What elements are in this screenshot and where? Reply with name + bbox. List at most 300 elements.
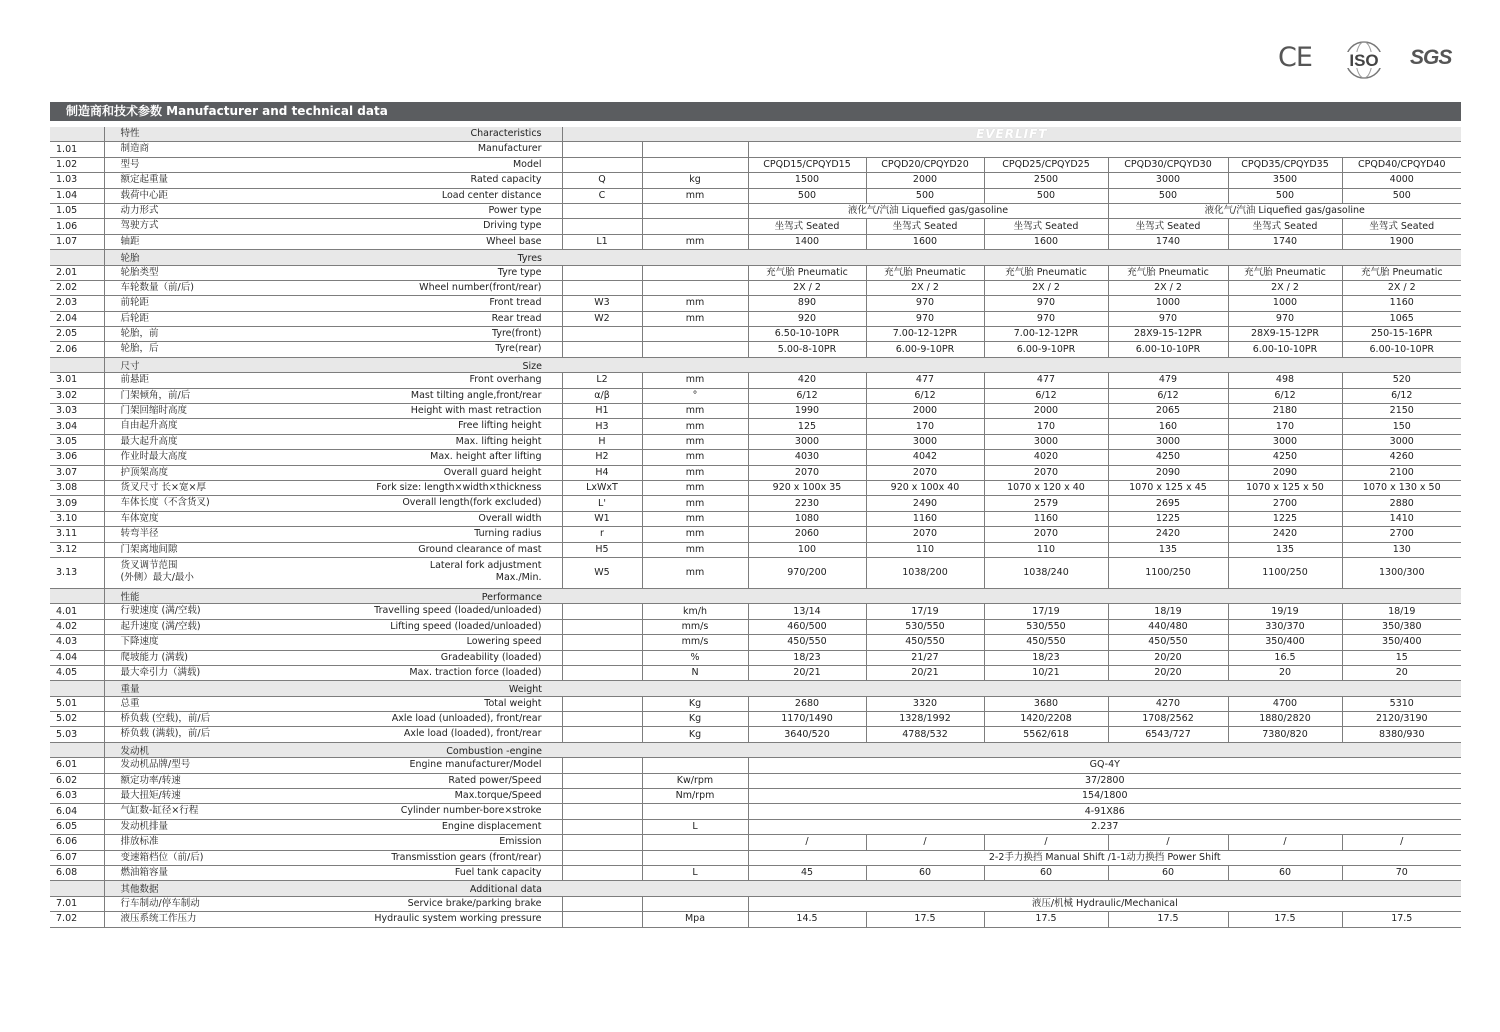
section-row [50,127,1461,142]
row-number [50,742,104,757]
table-row [50,804,1461,819]
row-name-cell [104,203,562,218]
value-cell: / [1108,835,1228,850]
value-cell: 110 [984,542,1108,557]
value-cell: 充气胎 Pneumatic [1342,265,1461,280]
table-row [50,465,1461,480]
table-row [50,157,1461,172]
row-name-en: Total weight [484,697,542,709]
table-row [50,296,1461,311]
row-unit: N [642,665,748,680]
section-header-title: 制造商和技术参数 Manufacturer and technical data [66,104,388,118]
row-unit: mm [642,480,748,495]
section-name-en: Combustion -engine [446,745,542,757]
row-unit: mm/s [642,635,748,650]
value-cell: 1225 [1228,511,1342,526]
value-cell: 5310 [1342,696,1461,711]
row-number: 6.05 [50,819,104,834]
row-symbol [562,850,642,865]
value-cell: 液化气/汽油 Liquefied gas/gasoline [1108,203,1461,218]
value-cell: 1000 [1228,296,1342,311]
row-unit [642,835,748,850]
value-cell: 3000 [984,434,1108,449]
row-number: 2.06 [50,342,104,357]
value-cell: 液压/机械 Hydraulic/Mechanical [748,896,1461,911]
row-number: 7.01 [50,896,104,911]
value-cell: 1400 [748,234,866,249]
value-cell: 20 [1228,665,1342,680]
value-cell: 6.00-9-10PR [866,342,984,357]
row-number [50,881,104,896]
row-number: 4.02 [50,619,104,634]
value-cell [748,142,1461,157]
table-row [50,342,1461,357]
value-cell: 坐驾式 Seated [866,219,984,234]
value-cell: 1070 x 125 x 50 [1228,480,1342,495]
table-row [50,480,1461,495]
row-unit: mm [642,296,748,311]
value-cell: 坐驾式 Seated [1228,219,1342,234]
section-row [50,742,1461,757]
value-cell: 20/20 [1108,665,1228,680]
section-name-cell [104,250,562,265]
value-cell: 6543/727 [1108,727,1228,742]
row-name-cell [104,696,562,711]
value-cell: 1070 x 125 x 45 [1108,480,1228,495]
row-name-en: Emission [499,836,542,848]
row-number: 6.07 [50,850,104,865]
value-cell: 110 [866,542,984,557]
row-name-en: Rated power/Speed [448,774,542,786]
section-name-cell [104,588,562,603]
value-cell: 5.00-8-10PR [748,342,866,357]
row-name-en: Front overhang [469,374,542,386]
value-cell: 135 [1108,542,1228,557]
row-unit: mm [642,465,748,480]
value-cell: 3640/520 [748,727,866,742]
row-number: 3.13 [50,557,104,588]
row-name-en: Engine manufacturer/Model [409,759,542,771]
row-name-cn: 制造商 [120,143,150,155]
row-symbol: H [562,434,642,449]
row-name-cell [104,496,562,511]
value-cell: 4020 [984,450,1108,465]
table-row [50,188,1461,203]
value-cell: 3680 [984,696,1108,711]
row-unit [642,758,748,773]
value-cell: 17.5 [1108,912,1228,927]
value-cell: 2060 [748,527,866,542]
value-cell: 2695 [1108,496,1228,511]
table-row [50,327,1461,342]
row-name-cell [104,850,562,865]
value-cell: 28X9-15-12PR [1228,327,1342,342]
row-name-cell [104,865,562,880]
value-cell: 1080 [748,511,866,526]
row-name-cn: 最大扭矩/转速 [120,790,181,802]
value-cell: 1990 [748,404,866,419]
row-number: 2.04 [50,311,104,326]
value-cell: 13/14 [748,604,866,619]
value-cell: 坐驾式 Seated [984,219,1108,234]
value-cell: 450/550 [1108,635,1228,650]
row-name-en: Overall width [478,512,542,524]
section-fill [562,357,1461,372]
row-name-en: Max.torque/Speed [454,790,542,802]
row-name-cn: 门架离地间隙 [120,543,178,555]
value-cell: 2.237 [748,819,1461,834]
row-name-en: Tyre(front) [492,328,542,340]
row-name-en: Axle load (unloaded), front/rear [391,713,542,725]
row-unit [642,203,748,218]
row-name-cell [104,404,562,419]
row-unit: mm [642,188,748,203]
value-cell: 1170/1490 [748,712,866,727]
row-unit [642,342,748,357]
value-cell: 330/370 [1228,619,1342,634]
row-name-en: Load center distance [441,189,542,201]
row-unit: Kg [642,712,748,727]
row-unit: L [642,819,748,834]
row-symbol: r [562,527,642,542]
table-row [50,619,1461,634]
row-name-cell [104,342,562,357]
row-name-cell [104,265,562,280]
value-cell: 890 [748,296,866,311]
row-name-cell [104,327,562,342]
row-number: 1.03 [50,173,104,188]
value-cell: 500 [1342,188,1461,203]
value-cell: CPQD40/CPQYD40 [1342,157,1461,172]
value-cell: 530/550 [984,619,1108,634]
table-body [50,127,1461,927]
section-name-cn: 其他数据 [120,884,159,896]
value-cell: 充气胎 Pneumatic [1108,265,1228,280]
section-row [50,881,1461,896]
value-cell: 2880 [1342,496,1461,511]
row-name-cn: 载荷中心距 [120,189,169,201]
value-cell: CPQD35/CPQYD35 [1228,157,1342,172]
section-name-cn: 性能 [120,591,140,603]
sgs-logo: SGS [1410,46,1452,69]
value-cell: 150 [1342,419,1461,434]
section-name-cell [104,742,562,757]
section-name-cell [104,681,562,696]
value-cell: 2100 [1342,465,1461,480]
value-cell: 6.50-10-10PR [748,327,866,342]
row-symbol [562,819,642,834]
table-row [50,665,1461,680]
row-number: 3.04 [50,419,104,434]
section-name-cell [104,127,562,142]
row-symbol: H5 [562,542,642,557]
row-name-en: Max. traction force (loaded) [409,666,542,678]
value-cell: 2-2手力换挡 Manual Shift /1-1动力换挡 Power Shift [748,850,1461,865]
row-name-cell [104,819,562,834]
value-cell: 6/12 [748,388,866,403]
value-cell: 20 [1342,665,1461,680]
value-cell: 2500 [984,173,1108,188]
row-name-cn: 转弯半径 [120,528,159,540]
value-cell: 2700 [1342,527,1461,542]
row-symbol [562,157,642,172]
row-symbol [562,696,642,711]
row-symbol: Q [562,173,642,188]
value-cell: 970/200 [748,557,866,588]
row-name-cn: 护顶架高度 [120,466,169,478]
row-name-cn: 额定功率/转速 [120,774,181,786]
value-cell: 2090 [1228,465,1342,480]
table-row [50,527,1461,542]
row-name-cn: 气缸数-缸径×行程 [120,805,199,817]
value-cell: 420 [748,373,866,388]
value-cell: 1100/250 [1108,557,1228,588]
row-name-cell [104,234,562,249]
table-row [50,850,1461,865]
value-cell: 7.00-12-12PR [984,327,1108,342]
table-row [50,650,1461,665]
row-name-cn: 轮胎，后 [120,343,159,355]
section-name-cn: 发动机 [120,745,150,757]
row-name-cell [104,619,562,634]
row-name-cell [104,758,562,773]
row-symbol [562,758,642,773]
row-unit: kg [642,173,748,188]
value-cell: 18/23 [984,650,1108,665]
value-cell: 6/12 [866,388,984,403]
table-row [50,203,1461,218]
row-unit: mm [642,311,748,326]
table-row [50,373,1461,388]
value-cell: 6/12 [984,388,1108,403]
row-number [50,588,104,603]
value-cell: 6/12 [1228,388,1342,403]
row-name-en: Ground clearance of mast [418,543,542,555]
value-cell: 2070 [984,527,1108,542]
table-row [50,758,1461,773]
row-number [50,250,104,265]
section-name-en: Characteristics [470,128,542,139]
table-row [50,173,1461,188]
value-cell: 2090 [1108,465,1228,480]
table-row [50,142,1461,157]
row-number: 4.03 [50,635,104,650]
row-name-en: Height with mast retraction [410,405,542,417]
value-cell: 2000 [984,404,1108,419]
row-name-en: Transmisstion gears (front/rear) [391,851,542,863]
row-name-cn: 轴距 [120,235,140,247]
row-name-cn: 最大起升高度 [120,435,178,447]
value-cell: 1160 [1342,296,1461,311]
row-name-cn: 车轮数量（前/后) [120,281,194,293]
row-unit: mm [642,527,748,542]
value-cell: 350/400 [1228,635,1342,650]
row-unit [642,804,748,819]
row-number: 6.03 [50,789,104,804]
value-cell: 970 [984,311,1108,326]
value-cell: 16.5 [1228,650,1342,665]
value-cell: / [748,835,866,850]
value-cell: 4000 [1342,173,1461,188]
value-cell: 477 [866,373,984,388]
row-unit: Kg [642,696,748,711]
row-symbol: H4 [562,465,642,480]
row-number: 6.06 [50,835,104,850]
value-cell: GQ-4Y [748,758,1461,773]
row-unit: mm [642,434,748,449]
row-symbol [562,773,642,788]
value-cell: 970 [866,311,984,326]
row-symbol: H1 [562,404,642,419]
row-symbol: L2 [562,373,642,388]
row-unit: mm [642,419,748,434]
row-symbol [562,865,642,880]
value-cell: 坐驾式 Seated [1108,219,1228,234]
value-cell: / [1342,835,1461,850]
value-cell: 1160 [866,511,984,526]
value-cell: 1500 [748,173,866,188]
value-cell: 450/550 [748,635,866,650]
value-cell: 60 [984,865,1108,880]
table-row [50,311,1461,326]
value-cell: 1740 [1228,234,1342,249]
value-cell: 2X / 2 [866,280,984,295]
table-row [50,819,1461,834]
row-symbol [562,835,642,850]
row-name-cn: 桥负载 (满载)，前/后 [120,728,211,740]
row-symbol [562,789,642,804]
brand-watermark: EVERLIFT [562,127,1461,142]
row-name-en: Rated capacity [470,174,542,186]
value-cell: 充气胎 Pneumatic [748,265,866,280]
row-name-cell [104,712,562,727]
row-number: 3.07 [50,465,104,480]
row-symbol: W1 [562,511,642,526]
row-unit: Nm/rpm [642,789,748,804]
value-cell: 充气胎 Pneumatic [984,265,1108,280]
table-row [50,280,1461,295]
row-name-en: Rear tread [491,312,542,324]
certification-logos [1270,40,1470,80]
row-name-cell [104,173,562,188]
row-number: 1.06 [50,219,104,234]
row-number: 6.02 [50,773,104,788]
value-cell: 520 [1342,373,1461,388]
value-cell: 1038/240 [984,557,1108,588]
value-cell: 1038/200 [866,557,984,588]
section-name-en: Size [522,360,542,372]
row-unit [642,280,748,295]
row-name-en: Power type [488,204,542,216]
value-cell: 1000 [1108,296,1228,311]
value-cell: 6/12 [1108,388,1228,403]
value-cell: 498 [1228,373,1342,388]
table-row [50,388,1461,403]
row-number: 3.05 [50,434,104,449]
iso-logo [1340,40,1388,80]
row-name-cell [104,280,562,295]
row-name-en: Turning radius [474,528,542,540]
row-name-cn: 总重 [120,697,140,709]
row-unit: mm [642,234,748,249]
row-name-cell [104,773,562,788]
row-number: 5.01 [50,696,104,711]
table-row [50,219,1461,234]
row-number: 2.03 [50,296,104,311]
value-cell: 500 [1108,188,1228,203]
row-name-cell [104,434,562,449]
row-unit: Kw/rpm [642,773,748,788]
value-cell: 6.00-9-10PR [984,342,1108,357]
row-name-en [430,560,542,584]
value-cell: 170 [866,419,984,434]
value-cell: CPQD25/CPQYD25 [984,157,1108,172]
table-row [50,542,1461,557]
row-name-cn: 燃油箱容量 [120,866,169,878]
row-name-cn: 前轮距 [120,297,150,309]
row-symbol [562,727,642,742]
row-symbol [562,203,642,218]
value-cell: 18/23 [748,650,866,665]
row-number: 3.03 [50,404,104,419]
row-number: 6.04 [50,804,104,819]
row-name-cn: 爬坡能力 (满载) [120,651,188,663]
row-number: 3.02 [50,388,104,403]
section-name-cn: 重量 [120,684,140,696]
value-cell: 1328/1992 [866,712,984,727]
row-unit: km/h [642,604,748,619]
value-cell: 350/380 [1342,619,1461,634]
value-cell: 20/20 [1108,650,1228,665]
value-cell: 250-15-16PR [1342,327,1461,342]
row-number: 1.04 [50,188,104,203]
row-name-cell [104,789,562,804]
row-unit: mm [642,404,748,419]
value-cell: 7.00-12-12PR [866,327,984,342]
value-cell: 1225 [1108,511,1228,526]
row-name-en-line1: Lateral fork adjustment [429,559,542,571]
table-row [50,835,1461,850]
row-symbol: W3 [562,296,642,311]
value-cell: 477 [984,373,1108,388]
row-unit: L [642,865,748,880]
row-name-cn: 作业时最大高度 [120,451,188,463]
table-row [50,496,1461,511]
row-number: 5.03 [50,727,104,742]
value-cell: 500 [866,188,984,203]
row-number: 1.02 [50,157,104,172]
value-cell: 5562/618 [984,727,1108,742]
row-name-cell [104,912,562,927]
table-row [50,434,1461,449]
row-name-cn: 桥负载 (空载)，前/后 [120,713,211,725]
row-name-cn: 货叉尺寸 长×宽×厚 [120,481,206,493]
value-cell: 479 [1108,373,1228,388]
section-header [50,102,1461,121]
row-name-cn: 额定起重量 [120,174,169,186]
table-row [50,727,1461,742]
row-name-cn: 轮胎类型 [120,266,159,278]
value-cell: CPQD15/CPQYD15 [748,157,866,172]
value-cell: 125 [748,419,866,434]
row-symbol [562,280,642,295]
row-name-cell [104,465,562,480]
row-name-cell [104,804,562,819]
row-name-cn: 车体长度（不含货叉) [120,497,210,509]
row-name-cell [104,896,562,911]
table-row [50,511,1461,526]
value-cell: 1880/2820 [1228,712,1342,727]
